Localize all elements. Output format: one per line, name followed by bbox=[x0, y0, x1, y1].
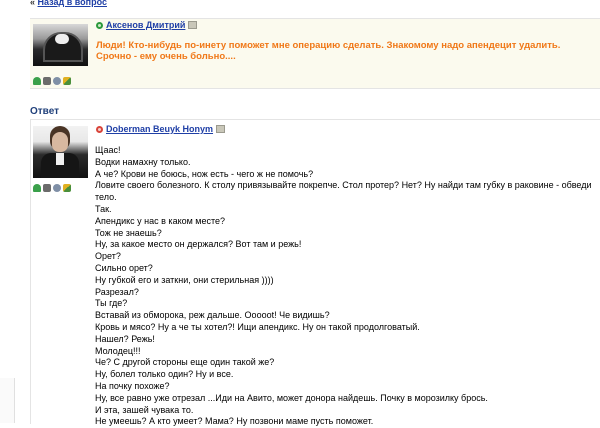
message-icon[interactable] bbox=[188, 21, 197, 29]
question-user-icons bbox=[33, 77, 71, 85]
answer-line: Щаас! bbox=[95, 145, 121, 155]
back-to-question-link[interactable]: Назад в вопрос bbox=[37, 0, 107, 7]
answer-line: Разрезал? bbox=[95, 286, 139, 297]
person-icon[interactable] bbox=[33, 77, 41, 85]
answer-header: Ответ bbox=[30, 106, 60, 117]
offline-status-icon bbox=[96, 126, 103, 133]
answer-line: Водки намахну только. bbox=[95, 156, 191, 167]
chat-icon[interactable] bbox=[53, 77, 61, 85]
answer-line: На почку похоже? bbox=[95, 380, 170, 391]
answer-line: Тож не знаешь? bbox=[95, 227, 162, 238]
answer-line: И эта, зашей чувака то. bbox=[95, 404, 194, 415]
online-status-icon bbox=[96, 22, 103, 29]
answer-line: Так. bbox=[95, 203, 112, 214]
message-icon[interactable] bbox=[216, 125, 225, 133]
camera-icon[interactable] bbox=[43, 77, 51, 85]
answer-line: Не умеешь? А кто умеет? Мама? Ну позвони маме пусть поможет. bbox=[95, 416, 374, 427]
person-icon[interactable] bbox=[33, 184, 41, 192]
answer-line: Ну, все равно уже отрезал ...Иди на Авито, может донора найдешь. Почку в морозилку брось. bbox=[95, 392, 488, 403]
answer-user-icons bbox=[33, 184, 71, 192]
answer-line: Молодец!!! bbox=[95, 345, 141, 356]
answer-line: Ты где? bbox=[95, 298, 128, 309]
back-prefix: « bbox=[30, 0, 36, 7]
answer-line: Кровь и мясо? Ну а че ты хотел?! Ищи апендикс. Ну он такой продолговатый. bbox=[95, 321, 420, 332]
answer-author-link[interactable]: Doberman Beuyk Honym bbox=[106, 124, 214, 134]
pencil-icon[interactable] bbox=[63, 77, 71, 85]
answer-author-avatar[interactable] bbox=[33, 126, 88, 178]
question-author bbox=[96, 20, 197, 30]
answer-text bbox=[95, 145, 600, 428]
answer-line: Вставай из обморока, реж дальше. Оооооt! Че видишь? bbox=[95, 310, 330, 321]
chat-icon[interactable] bbox=[53, 184, 61, 192]
question-author-link[interactable]: Аксенов Дмитрий bbox=[106, 20, 186, 30]
pencil-icon[interactable] bbox=[63, 184, 71, 192]
back-link-row bbox=[30, 0, 107, 7]
answer-line: Сильно орет? bbox=[95, 262, 153, 273]
answer-line: Ну, за какое место он держался? Вот там и режь! bbox=[95, 239, 302, 250]
camera-icon[interactable] bbox=[43, 184, 51, 192]
answer-line: Че? С другой стороны еще один такой же? bbox=[95, 357, 275, 368]
answer-author bbox=[96, 124, 225, 134]
answer-line: Апендикс у нас в каком месте? bbox=[95, 215, 226, 226]
answer-line: Ну губкой его и заткни, они стерильная )))) bbox=[95, 274, 274, 285]
question-text: Люди! Кто-нибудь по-инету поможет мне операцию сделать. Знакомому надо апендецит удалить. Срочно - ему очень больно.... bbox=[96, 40, 561, 62]
question-author-avatar[interactable] bbox=[33, 24, 88, 66]
answer-line: Нашел? Режь! bbox=[95, 333, 155, 344]
left-panel-edge bbox=[0, 378, 15, 423]
answer-line: Ловите своего болезного. К столу привязывайте покрепче. Стол протер? Нет? Ну найди там губку в раковине - обведи тело. bbox=[95, 180, 592, 203]
answer-line: А че? Крови не боюсь, нож есть - чего ж не помочь? bbox=[95, 168, 314, 179]
answer-line: Ну, болел только один? Ну и все. bbox=[95, 369, 234, 380]
answer-line: Орет? bbox=[95, 251, 121, 262]
